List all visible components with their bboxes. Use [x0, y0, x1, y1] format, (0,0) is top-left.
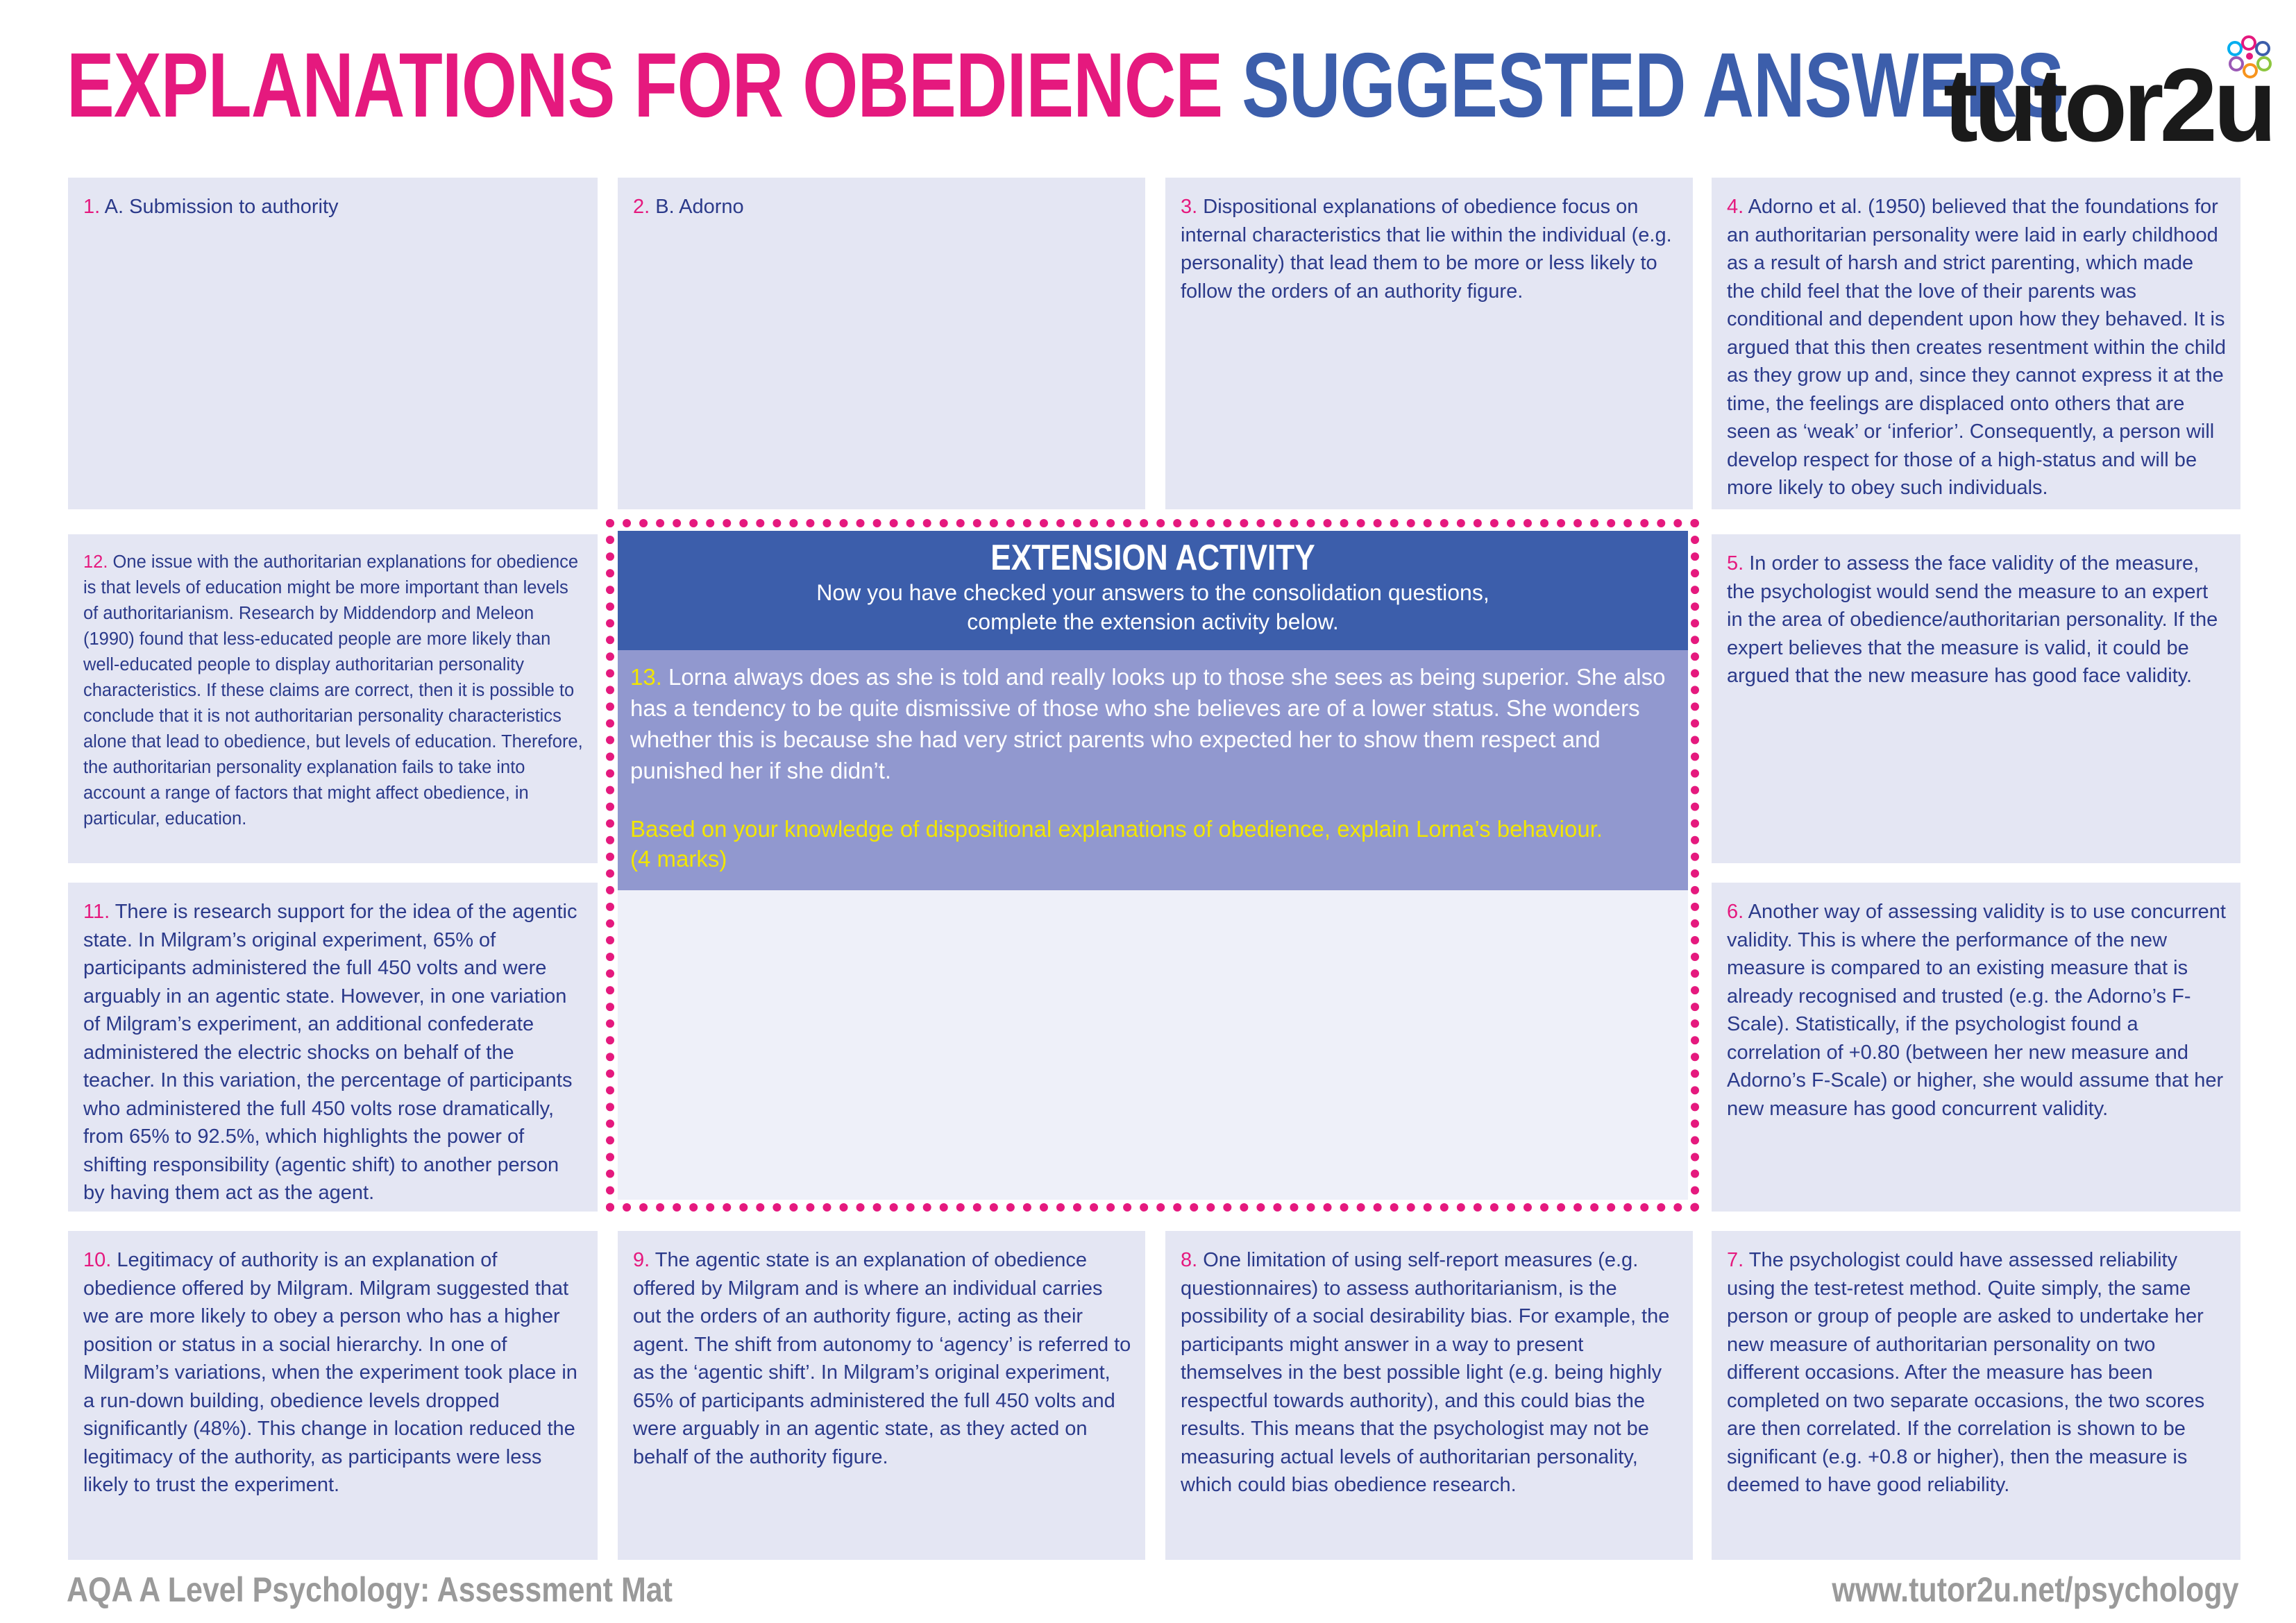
answer-text: Legitimacy of authority is an explanation of obedience offered by Milgram. Milgram suggested that we are more likely to obey a person who has a higher position or status in a social hierarchy. In one of Milgram’s variations, when the experiment took place in a run-down building, obedience levels dropped significantly (48%). This change in location reduced the legitimacy of the authority, as participants were less likely to trust the experiment.: [83, 1249, 577, 1496]
answer-box-6: [1712, 883, 2240, 1212]
extension-question: [618, 650, 1688, 890]
answer-number: 5.: [1727, 552, 1744, 575]
answer-box-12: [68, 534, 598, 863]
extension-header: [618, 531, 1688, 650]
answer-box-9: [618, 1231, 1145, 1560]
answer-text: One issue with the authoritarian explanations for obedience is that levels of education might be more important than levels of authoritarianism. Research by Middendorp and Meleon (1990) found that less-educated people are more likely than well-educated people to display authoritarian personality characteristics. If these claims are correct, then it is possible to conclude that it is not authoritarian personality characteristics alone that lead to obedience, but levels of education. Therefore, the authoritarian personality explanation fails to take into account a range of factors that might affect obedience, in particular, education.: [83, 552, 583, 829]
footer-url-link[interactable]: www.tutor2u.net/psychology: [1832, 1570, 2239, 1609]
logo-text: tutor2u: [1943, 46, 2273, 163]
answer-text: In order to assess the face validity of the measure, the psychologist would send the measure to an expert in the area of obedience/authoritarian personality. If the expert believes that the measure is valid, it could be argued that the new measure has good face validity.: [1727, 552, 2218, 687]
answer-text: A. Submission to authority: [104, 196, 339, 218]
answer-box-2: [618, 178, 1145, 509]
answer-number: 3.: [1181, 196, 1198, 218]
answer-box-1: [68, 178, 598, 509]
answer-text: There is research support for the idea of the agentic state. In Milgram’s original experiment, 65% of participants administered the full 450 volts and were arguably in an agentic state. However, in one variation of Milgram’s experiment, an additional confederate administered the electric shocks on behalf of the teacher. In this variation, the percentage of participants who administered the full 450 volts rose dramatically, from 65% to 92.5%, which highlights the power of shifting responsibility (agentic shift) to another person by having them act as the agent.: [83, 901, 577, 1204]
answer-number: 11.: [83, 901, 110, 923]
answer-number: 4.: [1727, 196, 1744, 218]
answer-box-8: [1165, 1231, 1693, 1560]
answer-text: The psychologist could have assessed reliability using the test-retest method. Quite simply, the same person or group of people are asked to undertake her new measure of authoritarian personality on two different occasions. After the measure has been completed on two separate occasions, the two scores are then correlated. If the correlation is shown to be significant (e.g. +0.8 or higher), then the measure is deemed to have good reliability.: [1727, 1249, 2205, 1496]
answer-text: Another way of assessing validity is to use concurrent validity. This is where the performance of the new measure is compared to an existing measure that is already recognised and trusted (e.g. the Adorno’s F-Scale). Statistically, if the psychologist found a correlation of +0.80 (between her new measure and Adorno’s F-Scale) or higher, she would assume that her new measure has good concurrent validity.: [1727, 901, 2226, 1120]
question-number: 13.: [630, 664, 662, 690]
instruction-line: Based on your knowledge of dispositional explanations of obedience, explain Lorna’s behaviour.: [630, 816, 1603, 842]
answer-box-10: [68, 1231, 598, 1560]
answer-box-3: [1165, 178, 1693, 509]
answer-box-5: [1712, 534, 2240, 863]
answer-text: Dispositional explanations of obedience focus on internal characteristics that lie within the individual (e.g. personality) that lead them to be more or less likely to follow the orders of an authority figure.: [1181, 196, 1672, 303]
answer-text: One limitation of using self-report measures (e.g. questionnaires) to assess authoritarianism, is the possibility of a social desirability bias. For example, the participants might answer in a way to present themselves in the best possible light (e.g. being highly respectful towards authority), and this could bias the results. This means that the psychologist may not be measuring actual levels of authoritarian personality, which could bias obedience research.: [1181, 1249, 1670, 1496]
answer-number: 9.: [633, 1249, 650, 1271]
answer-number: 1.: [83, 196, 101, 218]
extension-answer-area[interactable]: [618, 890, 1688, 1200]
extension-title: EXTENSION ACTIVITY: [990, 538, 1315, 578]
answer-number: 10.: [83, 1249, 112, 1271]
page-title: [67, 33, 2063, 137]
title-blue: SUGGESTED ANSWERS: [1242, 34, 2064, 136]
answer-number: 2.: [633, 196, 650, 218]
answer-number: 12.: [83, 552, 108, 572]
question-instruction: [630, 814, 1675, 874]
extension-subtitle-2: complete the extension activity below.: [967, 609, 1339, 634]
answer-text: Adorno et al. (1950) believed that the foundations for an authoritarian personality were laid in early childhood as a result of harsh and strict parenting, which made the child feel that the love of their parents was conditional and dependent upon how they behaved. It is argued that this then creates resentment within the child as they grow up and, since they cannot express it at the time, the feelings are displaced onto others that are seen as ‘weak’ or ‘inferior’. Consequently, a person will develop respect for those of a high-status and will be more likely to obey such individuals.: [1727, 196, 2226, 499]
answer-box-7: [1712, 1231, 2240, 1560]
tutor2u-logo: [1943, 28, 2290, 163]
answer-number: 8.: [1181, 1249, 1198, 1271]
answer-text: B. Adorno: [655, 196, 744, 218]
answer-box-4: [1712, 178, 2240, 509]
marks-label: (4 marks): [630, 846, 727, 872]
title-pink: EXPLANATIONS FOR OBEDIENCE: [67, 34, 1223, 136]
answer-text: The agentic state is an explanation of obedience offered by Milgram and is where an individual carries out the orders of an authority figure, acting as their agent. The shift from autonomy to ‘agency’ is referred to as the ‘agentic shift’. In Milgram’s original experiment, 65% of participants administered the full 450 volts and were arguably in an agentic state, as they acted on behalf of the authority figure.: [633, 1249, 1131, 1468]
answer-box-11: [68, 883, 598, 1212]
footer-course-label: AQA A Level Psychology: Assessment Mat: [67, 1570, 673, 1609]
question-text: Lorna always does as she is told and really looks up to those she sees as being superior. She also has a tendency to be quite dismissive of those who she believes are of a lower status. She wonders whether this is because she had very strict parents who expected her to show them respect and punished her if she didn’t.: [630, 664, 1666, 783]
extension-subtitle-1: Now you have checked your answers to the consolidation questions,: [816, 580, 1489, 605]
question-13: [630, 661, 1675, 786]
answer-number: 6.: [1727, 901, 1744, 923]
answer-number: 7.: [1727, 1249, 1744, 1271]
